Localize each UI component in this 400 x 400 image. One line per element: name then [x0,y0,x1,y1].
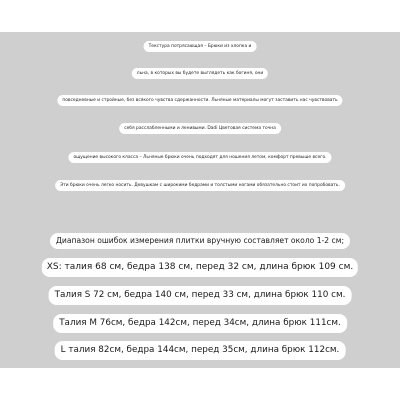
description-line: Эти брюки очень легко носить. Девушкам с широкими бедрами и толстыми ногами обязательно стоит их попробовать. [55,180,345,191]
description-line: повседневные и стройные, без всякого чувства сдержанности. Льняные материалы могут заставить нас чувствовать [57,95,342,106]
size-l-line: L талия 82см, бедра 144см, перед 35см, длина брюк 112см. [55,341,346,360]
description-line: Текстура потрясающая – Брюки из хлопка и [144,41,257,52]
description-line: себя расслабленными и ленивыми. Dadi Цветовая система точна [119,123,281,134]
measurement-note: Диапазон ошибок измерения плитки вручную составляет около 1-2 см; [50,233,350,249]
size-s-line: Талия S 72 см, бедра 140 см, перед 33 см, длина брюк 110 см. [49,286,352,305]
description-line: ощущение высокого класса – Льняные брюки очень подходят для ношения летом, комфорт превыше всего. [68,152,331,163]
size-m-line: Талия М 76см, бедра 142см, перед 34см, длина брюк 111см. [53,314,347,333]
content-panel [0,32,400,368]
size-xs-line: XS: талия 68 см, бедра 138 см, перед 32 см, длина брюк 109 см. [42,258,358,277]
description-line: льна, в которых вы будете выглядеть как богиня, они [132,68,268,79]
